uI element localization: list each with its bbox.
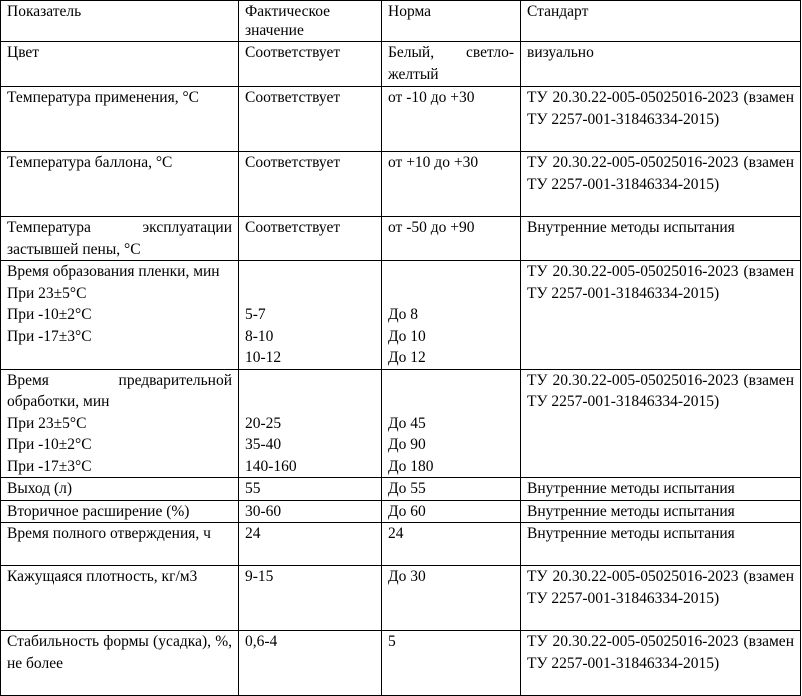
indicator-cell [1,261,239,370]
header-actual [239,1,382,42]
norm-value: До 8 [388,306,418,323]
table-row [1,566,801,631]
norm-cell: от -50 до +90 [382,217,521,261]
standard-cell: Внутренние методы испытания [521,500,801,523]
actual-cell [239,261,382,370]
standard-cell: ТУ 20.30.22-005-05025016-2023 (взамен ТУ 2257-001-31846334-2015) [521,87,801,152]
norm-cell [382,261,521,370]
condition-label: При -10±2°С [7,436,92,453]
norm-cell: До 60 [382,500,521,523]
actual-value: 10-12 [245,349,282,366]
indicator-cell: Время полного отверждения, ч [1,523,239,566]
indicator-cell [1,369,239,478]
table-row [1,261,801,370]
condition-label: При 23±5°С [7,414,87,432]
indicator-title: Время предварительной обработки, мин [7,371,232,410]
norm-cell: от +10 до +30 [382,152,521,217]
header-actual-line2: значение [245,22,304,39]
actual-value: 8-10 [245,327,274,345]
actual-cell: Соответствует [239,152,382,217]
indicator-cell: Кажущаяся плотность, кг/м3 [1,566,239,631]
header-standard: Стандарт [521,1,801,42]
norm-cell: от -10 до +30 [382,87,521,152]
standard-cell: Внутренние методы испытания [521,217,801,261]
indicator-cell: Температура баллона, °С [1,152,239,217]
actual-value: 35-40 [245,436,282,453]
standard-cell: Внутренние методы испытания [521,523,801,566]
actual-cell: 30-60 [239,500,382,523]
indicator-cell: Выход (л) [1,478,239,501]
norm-value: До 10 [388,327,426,345]
norm-cell: Белый, светло-желтый [382,42,521,87]
actual-cell: Соответствует [239,87,382,152]
indicator-cell: Стабильность формы (усадка), %, не более [1,631,239,696]
standard-cell: визуально [521,42,801,87]
norm-value: До 45 [388,414,426,432]
actual-value: 140-160 [245,457,297,475]
actual-cell: 24 [239,523,382,566]
norm-cell [382,369,521,478]
condition-label: При 23±5°С [7,284,87,302]
actual-value: 5-7 [245,306,266,323]
norm-cell: До 55 [382,478,521,501]
norm-value: До 90 [388,436,426,453]
table-row [1,217,801,261]
table-row [1,42,801,87]
header-indicator: Показатель [1,1,239,42]
table-row [1,478,801,501]
norm-cell: 24 [382,523,521,566]
standard-cell: ТУ 20.30.22-005-05025016-2023 (взамен ТУ 2257-001-31846334-2015) [521,369,801,478]
header-norm: Норма [382,1,521,42]
actual-cell: 55 [239,478,382,501]
indicator-cell: Температура эксплуатации застывшей пены, °С [1,217,239,261]
actual-value: 20-25 [245,414,282,432]
indicator-cell: Вторичное расширение (%) [1,500,239,523]
norm-value: До 180 [388,457,434,475]
standard-cell: ТУ 20.30.22-005-05025016-2023 (взамен ТУ 2257-001-31846334-2015) [521,631,801,696]
standard-cell: ТУ 20.30.22-005-05025016-2023 (взамен ТУ 2257-001-31846334-2015) [521,152,801,217]
indicator-cell: Температура применения, °С [1,87,239,152]
actual-cell: 9-15 [239,566,382,631]
norm-value: До 12 [388,349,426,366]
table-row [1,523,801,566]
table-row [1,369,801,478]
table-row [1,500,801,523]
norm-cell: До 30 [382,566,521,631]
condition-label: При -17±3°С [7,327,92,345]
condition-label: При -10±2°С [7,306,92,323]
actual-cell: Соответствует [239,42,382,87]
standard-cell: ТУ 20.30.22-005-05025016-2023 (взамен ТУ 2257-001-31846334-2015) [521,261,801,370]
standard-cell: ТУ 20.30.22-005-05025016-2023 (взамен ТУ 2257-001-31846334-2015) [521,566,801,631]
norm-cell: 5 [382,631,521,696]
standard-cell: Внутренние методы испытания [521,478,801,501]
header-row [1,1,801,42]
condition-label: При -17±3°С [7,457,92,475]
indicator-cell: Цвет [1,42,239,87]
actual-cell: Соответствует [239,217,382,261]
table-row [1,87,801,152]
table-row [1,631,801,696]
header-actual-line1: Фактическое [245,3,331,20]
actual-cell: 0,6-4 [239,631,382,696]
table-row [1,152,801,217]
indicator-title: Время образования пленки, мин [7,263,220,280]
actual-cell [239,369,382,478]
